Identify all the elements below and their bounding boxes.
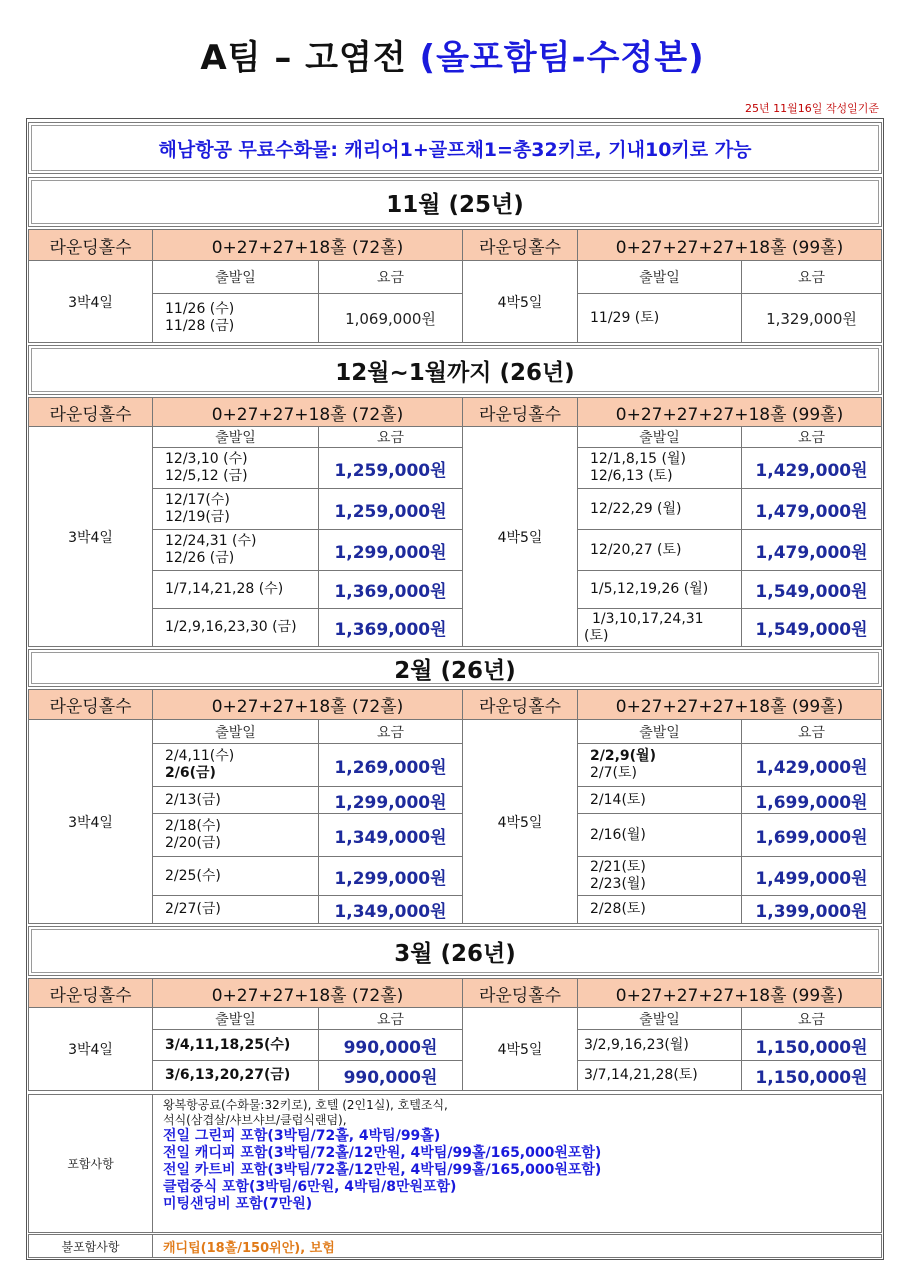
- departure-header: 출발일: [577, 260, 742, 294]
- fee-header: 요금: [318, 260, 463, 294]
- departure-cell: [577, 786, 742, 814]
- departure-date: 2/16(월): [590, 826, 646, 843]
- date-note: 25년 11월16일 작성일기준: [745, 102, 879, 115]
- departure-cell: [152, 1060, 319, 1091]
- departure-cell: [577, 856, 742, 896]
- departure-cell: [577, 895, 742, 924]
- departure-cell: [577, 293, 742, 343]
- rounds-3n: 0+27+27+18홀 (72홀): [152, 397, 463, 427]
- price-cell: 1,349,000원: [318, 895, 463, 924]
- price-cell: 1,369,000원: [318, 570, 463, 609]
- price-cell: 1,299,000원: [318, 529, 463, 571]
- departure-header: 출발일: [152, 719, 319, 744]
- departure-date: 2/23(월): [590, 876, 646, 892]
- price-cell: 1,429,000원: [741, 447, 882, 489]
- departure-cell: [152, 786, 319, 814]
- departure-cell: [152, 608, 319, 647]
- price-cell: 1,259,000원: [318, 488, 463, 530]
- price-cell: 1,259,000원: [318, 447, 463, 489]
- rounds-4n: 0+27+27+27+18홀 (99홀): [577, 978, 882, 1008]
- price-cell: 1,499,000원: [741, 856, 882, 896]
- departure-cell: [152, 447, 319, 489]
- departure-cell: [152, 293, 319, 343]
- rounds-3n: 0+27+27+18홀 (72홀): [152, 689, 463, 720]
- departure-date: 12/19(금): [165, 509, 230, 525]
- departure-date: 1/7,14,21,28 (수): [165, 581, 284, 597]
- included-label: 포함사항: [28, 1094, 153, 1233]
- price-cell: 1,299,000원: [318, 856, 463, 896]
- section-title-nov: 11월 (25년): [28, 177, 882, 227]
- departure-cell: [152, 813, 319, 857]
- departure-date: 1/2,9,16,23,30 (금): [165, 619, 297, 635]
- nights-3: 3박4일: [28, 260, 153, 343]
- departure-cell: [577, 447, 742, 489]
- price-cell: 1,349,000원: [318, 813, 463, 857]
- price-cell: 1,699,000원: [741, 813, 882, 857]
- fee-header: 요금: [741, 1007, 882, 1030]
- price-cell: 1,479,000원: [741, 488, 882, 530]
- departure-header: 출발일: [152, 260, 319, 294]
- section-title-mar: 3월 (26년): [28, 926, 882, 976]
- departure-date: 2/6(금): [165, 765, 216, 781]
- departure-date: 12/26 (금): [165, 550, 235, 566]
- departure-date: 2/2,9(월): [590, 748, 656, 764]
- price-cell: 1,069,000원: [318, 293, 463, 343]
- departure-date: 3/4,11,18,25(수): [165, 1036, 291, 1053]
- excluded-label: 불포함사항: [28, 1234, 153, 1258]
- price-cell: 1,329,000원: [741, 293, 882, 343]
- departure-header: 출발일: [152, 1007, 319, 1030]
- departure-cell: [577, 1060, 742, 1091]
- departure-cell: [577, 743, 742, 787]
- departure-date: 3/6,13,20,27(금): [165, 1067, 291, 1083]
- departure-date: 12/3,10 (수): [165, 451, 248, 467]
- departure-date: 2/18(수): [165, 818, 221, 834]
- fee-header: 요금: [741, 426, 882, 448]
- departure-cell: [577, 529, 742, 571]
- section-title-dec: 12월~1월까지 (26년): [28, 345, 882, 395]
- departure-date: 11/28 (금): [165, 318, 235, 334]
- rounds-label: 라운딩홀수: [462, 978, 578, 1008]
- departure-cell: [152, 570, 319, 609]
- price-cell: 990,000원: [318, 1029, 463, 1061]
- departure-cell: [152, 856, 319, 896]
- departure-date: 11/29 (토): [590, 309, 660, 326]
- departure-date: 1/3,10,17,24,31: [592, 610, 704, 627]
- rounds-4n: 0+27+27+27+18홀 (99홀): [577, 689, 882, 720]
- section-title-feb: 2월 (26년): [28, 649, 882, 687]
- title-highlight: (올포함팀-수정본): [419, 38, 705, 78]
- rounds-label: 라운딩홀수: [462, 689, 578, 720]
- rounds-4n: 0+27+27+27+18홀 (99홀): [577, 229, 882, 261]
- departure-date: 2/14(토): [590, 791, 646, 808]
- rounds-3n: 0+27+27+18홀 (72홀): [152, 978, 463, 1008]
- rounds-3n: 0+27+27+18홀 (72홀): [152, 229, 463, 261]
- departure-cell: [577, 1029, 742, 1061]
- baggage-info: 해남항공 무료수화물: 캐리어1+골프채1=총32키로, 기내10키로 가능: [28, 122, 882, 174]
- nights-3: 3박4일: [28, 719, 153, 924]
- rounds-label: 라운딩홀수: [28, 229, 153, 261]
- nights-4: 4박5일: [462, 1007, 578, 1091]
- included-highlight: 클럽중식 포함(3박팀/6만원, 4박팀/8만원포함): [163, 1179, 457, 1195]
- included-line: 왕복항공료(수화물:32키로), 호텔 (2인1실), 호텔조식,: [163, 1098, 448, 1112]
- title-main: A팀 – 고염전: [200, 38, 420, 78]
- fee-header: 요금: [318, 719, 463, 744]
- departure-date: 2/28(토): [590, 901, 646, 917]
- price-cell: 1,150,000원: [741, 1060, 882, 1091]
- departure-date: 12/22,29 (월): [590, 500, 682, 517]
- departure-date: 2/7(토): [590, 765, 637, 781]
- departure-date: 12/20,27 (토): [590, 541, 682, 558]
- departure-date: 1/5,12,19,26 (월): [590, 581, 709, 597]
- fee-header: 요금: [741, 260, 882, 294]
- departure-cell: [152, 743, 319, 787]
- nights-3: 3박4일: [28, 1007, 153, 1091]
- departure-cell: [577, 608, 742, 647]
- departure-date: 2/4,11(수): [165, 748, 235, 764]
- departure-date: 2/27(금): [165, 901, 221, 917]
- departure-header: 출발일: [577, 426, 742, 448]
- departure-cell: [577, 488, 742, 530]
- rounds-label: 라운딩홀수: [462, 397, 578, 427]
- departure-date: 12/6,13 (토): [590, 468, 673, 484]
- page-title: [0, 30, 905, 79]
- included-highlight: 전일 카트비 포함(3박팀/72홀/12만원, 4박팀/99홀/165,000원포함): [163, 1162, 602, 1178]
- departure-date: 12/5,12 (금): [165, 468, 248, 484]
- departure-header: 출발일: [577, 719, 742, 744]
- rounds-label: 라운딩홀수: [28, 978, 153, 1008]
- price-cell: 990,000원: [318, 1060, 463, 1091]
- fee-header: 요금: [318, 426, 463, 448]
- price-cell: 1,699,000원: [741, 786, 882, 814]
- price-cell: 1,299,000원: [318, 786, 463, 814]
- included-content: [152, 1094, 882, 1233]
- excluded-content: 캐디팁(18홀/150위안), 보험: [152, 1234, 882, 1258]
- rounds-label: 라운딩홀수: [28, 397, 153, 427]
- departure-cell: [152, 895, 319, 924]
- price-cell: 1,549,000원: [741, 608, 882, 647]
- departure-date: 11/26 (수): [165, 301, 235, 317]
- departure-date: (토): [584, 627, 609, 644]
- included-line: 석식(삼겹살/샤브샤브/클럽식랜덤),: [163, 1113, 347, 1127]
- departure-date: 2/25(수): [165, 867, 221, 884]
- price-cell: 1,369,000원: [318, 608, 463, 647]
- departure-date: 2/21(토): [590, 859, 646, 875]
- departure-date: 12/17(수): [165, 492, 230, 508]
- price-cell: 1,549,000원: [741, 570, 882, 609]
- departure-cell: [577, 570, 742, 609]
- price-cell: 1,479,000원: [741, 529, 882, 571]
- included-highlight: 전일 그린피 포함(3박팀/72홀, 4박팀/99홀): [163, 1128, 441, 1144]
- fee-header: 요금: [318, 1007, 463, 1030]
- departure-date: 12/1,8,15 (월): [590, 451, 686, 467]
- departure-date: 12/24,31 (수): [165, 533, 257, 549]
- nights-3: 3박4일: [28, 426, 153, 647]
- price-cell: 1,269,000원: [318, 743, 463, 787]
- departure-header: 출발일: [577, 1007, 742, 1030]
- departure-cell: [152, 529, 319, 571]
- rounds-label: 라운딩홀수: [28, 689, 153, 720]
- rounds-4n: 0+27+27+27+18홀 (99홀): [577, 397, 882, 427]
- included-highlight: 미팅샌딩비 포함(7만원): [163, 1196, 313, 1212]
- price-cell: 1,399,000원: [741, 895, 882, 924]
- price-cell: 1,150,000원: [741, 1029, 882, 1061]
- price-cell: 1,429,000원: [741, 743, 882, 787]
- fee-header: 요금: [741, 719, 882, 744]
- included-highlight: 전일 캐디피 포함(3박팀/72홀/12만원, 4박팀/99홀/165,000원포함): [163, 1145, 602, 1161]
- departure-cell: [152, 1029, 319, 1061]
- nights-4: 4박5일: [462, 426, 578, 647]
- nights-4: 4박5일: [462, 719, 578, 924]
- departure-date: 2/13(금): [165, 791, 221, 808]
- departure-cell: [577, 813, 742, 857]
- departure-date: 2/20(금): [165, 835, 221, 851]
- departure-header: 출발일: [152, 426, 319, 448]
- departure-date: 3/2,9,16,23(월): [584, 1036, 689, 1053]
- rounds-label: 라운딩홀수: [462, 229, 578, 261]
- departure-cell: [152, 488, 319, 530]
- departure-date: 3/7,14,21,28(토): [584, 1067, 698, 1083]
- nights-4: 4박5일: [462, 260, 578, 343]
